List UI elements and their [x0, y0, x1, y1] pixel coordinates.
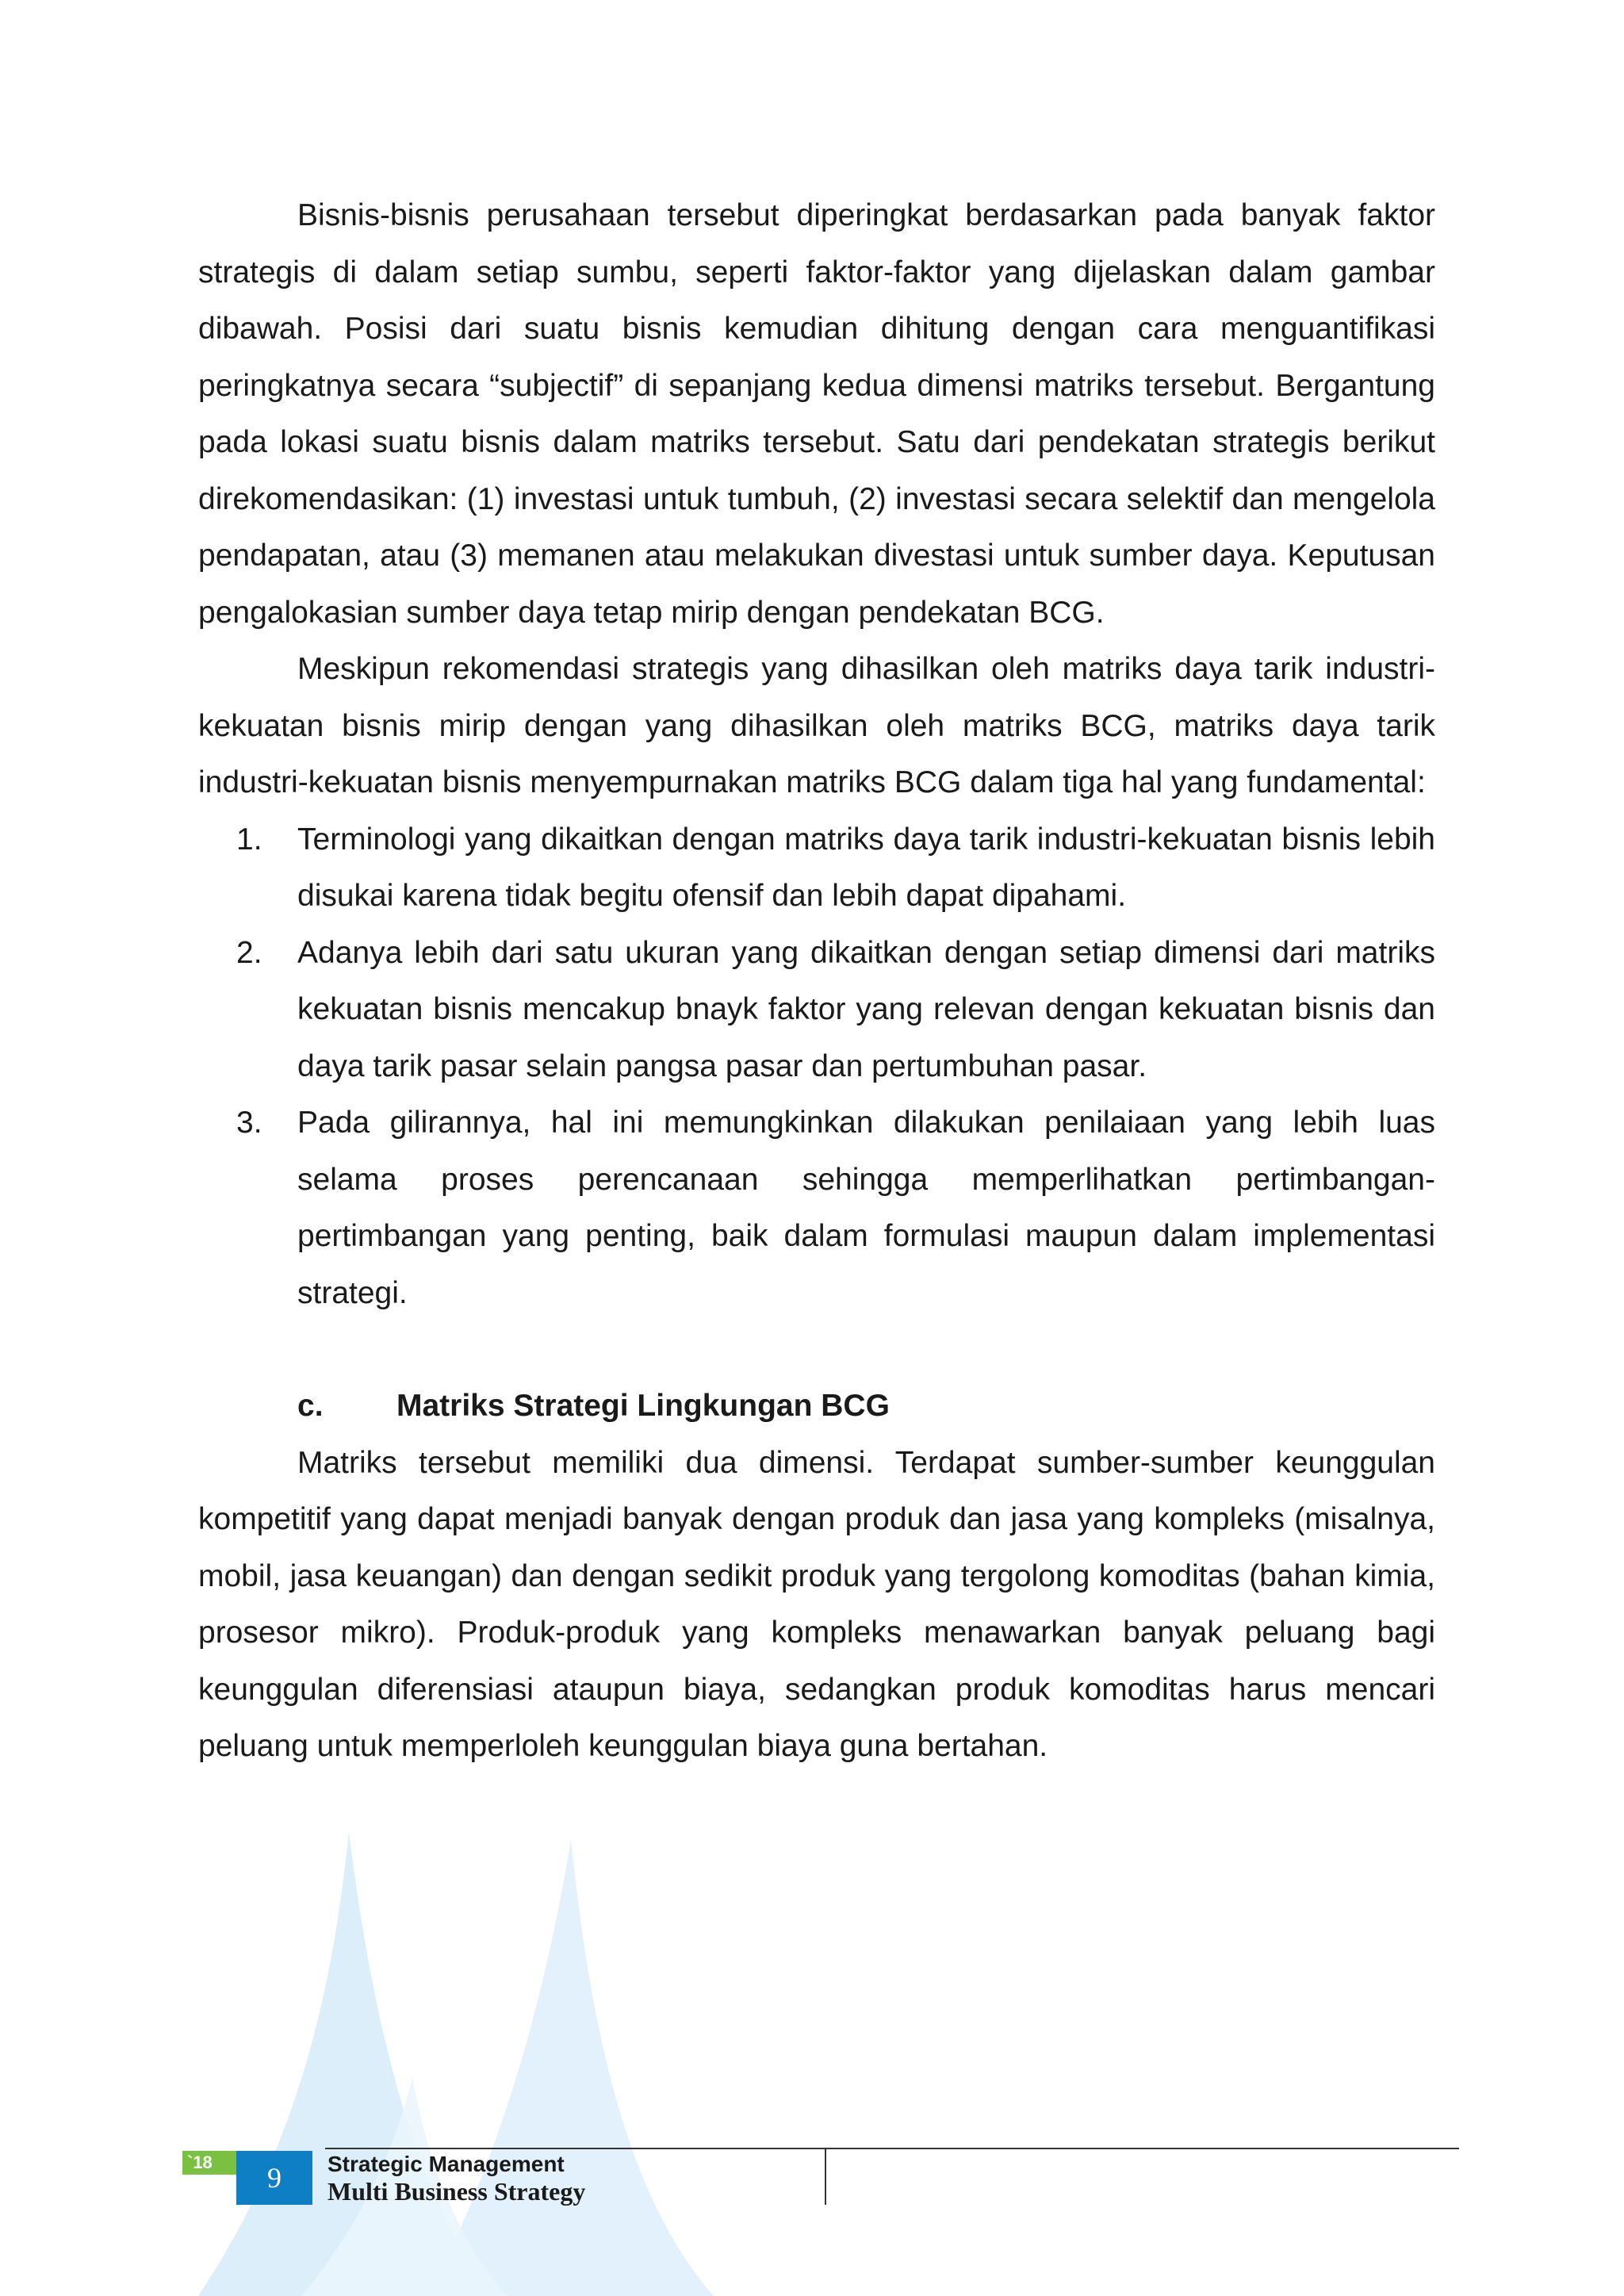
- body-paragraph: Matriks tersebut memiliki dua dimensi. Terdapat sumber-sumber keunggulan kompetitif yang dapat menjadi banyak dengan produk dan jasa yang kompleks (misalnya, mobil, jasa keuangan) dan dengan sedikit produk yang tergolong komoditas (bahan kimia, prosesor mikro). Produk-produk yang kompleks menawarkan banyak peluang bagi keunggulan diferensiasi ataupun biaya, sedangkan produk komoditas harus mencari peluang untuk memperloleh keunggulan biaya guna bertahan.: [198, 1445, 1435, 1763]
- body-paragraph: Bisnis-bisnis perusahaan tersebut diperingkat berdasarkan pada banyak faktor strategis di dalam setiap sumbu, seperti faktor-faktor yang dijelaskan dalam gambar dibawah. Posisi dari suatu bisnis kemudian dihitung dengan cara menguantifikasi peringkatnya secara “subjectif” di sepanjang kedua dimensi matriks tersebut. Bergantung pada lokasi suatu bisnis dalam matriks tersebut. Satu dari pendekatan strategis berikut direkomendasikan: (1) investasi untuk tumbuh, (2) investasi secara selektif dan mengelola pendapatan, atau (3) memanen atau melakukan divestasi untuk sumber daya. Keputusan pengalokasian sumber daya tetap mirip dengan pendekatan BCG.: [198, 198, 1435, 630]
- list-item-text: Adanya lebih dari satu ukuran yang dikaitkan dengan setiap dimensi dari matriks kekuatan bisnis mencakup bnayk faktor yang relevan dengan kekuatan bisnis dan daya tarik pasar selain pangsa pasar dan pertumbuhan pasar.: [297, 935, 1435, 1083]
- numbered-list: [198, 811, 1435, 1322]
- footer-vertical-divider: [825, 2148, 826, 2205]
- list-item-number: 2.: [236, 935, 262, 970]
- section-title: Matriks Strategi Lingkungan BCG: [396, 1389, 890, 1423]
- footer-divider: [325, 2148, 1459, 2149]
- list-item: [198, 925, 1435, 1095]
- list-item: [198, 811, 1435, 925]
- list-item-number: 1.: [236, 822, 262, 857]
- footer-title: Strategic Management: [327, 2152, 565, 2176]
- list-item-text: Pada gilirannya, hal ini memungkinkan dilakukan penilaiaan yang lebih luas selama proses perencanaan sehingga memperlihatkan pertimbangan-pertimbangan yang penting, baik dalam formulasi maupun dalam implementasi strategi.: [297, 1106, 1435, 1310]
- list-item-text: Terminologi yang dikaitkan dengan matriks daya tarik industri-kekuatan bisnis lebih disukai karena tidak begitu ofensif dan lebih dapat dipahami.: [297, 822, 1435, 913]
- list-item: [198, 1094, 1435, 1321]
- section-heading: [198, 1378, 1435, 1435]
- page-number: 9: [236, 2151, 312, 2205]
- footer-subtitle: Multi Business Strategy: [327, 2177, 586, 2206]
- body-paragraph: Meskipun rekomendasi strategis yang dihasilkan oleh matriks daya tarik industri-kekuatan bisnis mirip dengan yang dihasilkan oleh matriks BCG, matriks daya tarik industri-kekuatan bisnis menyempurnakan matriks BCG dalam tiga hal yang fundamental:: [198, 652, 1435, 799]
- list-item-number: 3.: [236, 1106, 262, 1140]
- section-letter: c.: [297, 1389, 324, 1423]
- year-badge: `18: [182, 2151, 236, 2175]
- document-body: [198, 187, 1435, 1775]
